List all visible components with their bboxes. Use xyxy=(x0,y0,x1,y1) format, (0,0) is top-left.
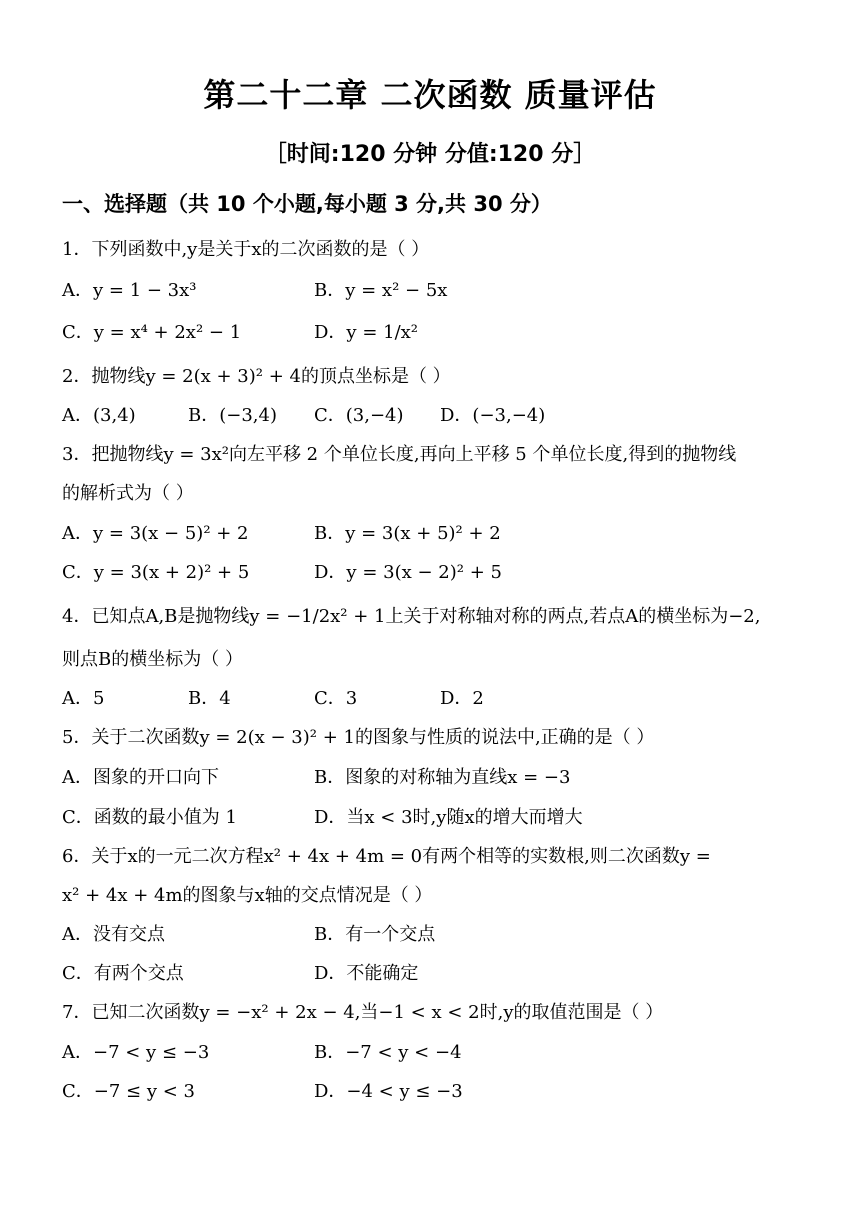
question-6-option-b: B．有一个交点 xyxy=(314,924,436,945)
question-2-option-d: D．(−3,−4) xyxy=(440,405,546,426)
question-7-option-a: A．−7 < y ≤ −3 xyxy=(62,1042,210,1063)
question-3-option-c: C．y = 3(x + 2)² + 5 xyxy=(62,562,250,583)
question-2-stem: 2．抛物线y = 2(x + 3)² + 4的顶点坐标是（ ） xyxy=(62,366,451,387)
question-6-stem-line-1: 6．关于x的一元二次方程x² + 4x + 4m = 0有两个相等的实数根,则二次函数y = xyxy=(62,846,711,867)
question-1-stem: 1．下列函数中,y是关于x的二次函数的是（ ） xyxy=(62,239,430,260)
question-3-option-d: D．y = 3(x − 2)² + 5 xyxy=(314,562,502,583)
question-2-option-c: C．(3,−4) xyxy=(314,405,404,426)
question-2-option-a: A．(3,4) xyxy=(62,405,136,426)
question-3-stem-line-1: 3．把抛物线y = 3x²向左平移 2 个单位长度,再向上平移 5 个单位长度,得到的抛物线 xyxy=(62,444,737,465)
question-7-stem: 7．已知二次函数y = −x² + 2x − 4,当−1 < x < 2时,y的取值范围是（ ） xyxy=(62,1002,664,1023)
question-3-option-b: B．y = 3(x + 5)² + 2 xyxy=(314,523,501,544)
question-5-option-a: A．图象的开口向下 xyxy=(62,767,219,788)
page-title: 第二十二章 二次函数 质量评估 xyxy=(203,76,657,114)
question-3-stem-line-2: 的解析式为（ ） xyxy=(62,483,194,504)
question-1-option-b: B．y = x² − 5x xyxy=(314,280,448,301)
question-6-stem-line-2: x² + 4x + 4m的图象与x轴的交点情况是（ ） xyxy=(62,885,433,906)
question-6-option-d: D．不能确定 xyxy=(314,963,419,984)
question-1-option-a: A．y = 1 − 3x³ xyxy=(62,280,197,301)
question-7-option-b: B．−7 < y < −4 xyxy=(314,1042,462,1063)
question-4-option-b: B．4 xyxy=(188,688,231,709)
exam-time-score: ［时间:120 分钟 分值:120 分］ xyxy=(264,142,596,167)
question-3-option-a: A．y = 3(x − 5)² + 2 xyxy=(62,523,249,544)
question-4-option-c: C．3 xyxy=(314,688,358,709)
question-7-option-d: D．−4 < y ≤ −3 xyxy=(314,1081,463,1102)
question-4-option-d: D．2 xyxy=(440,688,484,709)
section-heading: 一、选择题（共 10 个小题,每小题 3 分,共 30 分） xyxy=(62,192,552,216)
question-6-option-c: C．有两个交点 xyxy=(62,963,184,984)
question-5-option-b: B．图象的对称轴为直线x = −3 xyxy=(314,767,571,788)
question-4-stem-line-1: 4．已知点A,B是抛物线y = −1/2x² + 1上关于对称轴对称的两点,若点A的横坐标为−2, xyxy=(62,606,761,627)
question-1-option-d: D．y = 1/x² xyxy=(314,322,419,343)
question-5-option-c: C．函数的最小值为 1 xyxy=(62,807,237,828)
question-5-stem: 5．关于二次函数y = 2(x − 3)² + 1的图象与性质的说法中,正确的是（ ） xyxy=(62,727,655,748)
question-2-option-b: B．(−3,4) xyxy=(188,405,277,426)
question-1-option-c: C．y = x⁴ + 2x² − 1 xyxy=(62,322,242,343)
question-4-stem-line-2: 则点B的横坐标为（ ） xyxy=(62,649,243,670)
question-4-option-a: A．5 xyxy=(62,688,105,709)
question-6-option-a: A．没有交点 xyxy=(62,924,165,945)
question-5-option-d: D．当x < 3时,y随x的增大而增大 xyxy=(314,807,583,828)
question-7-option-c: C．−7 ≤ y < 3 xyxy=(62,1081,195,1102)
